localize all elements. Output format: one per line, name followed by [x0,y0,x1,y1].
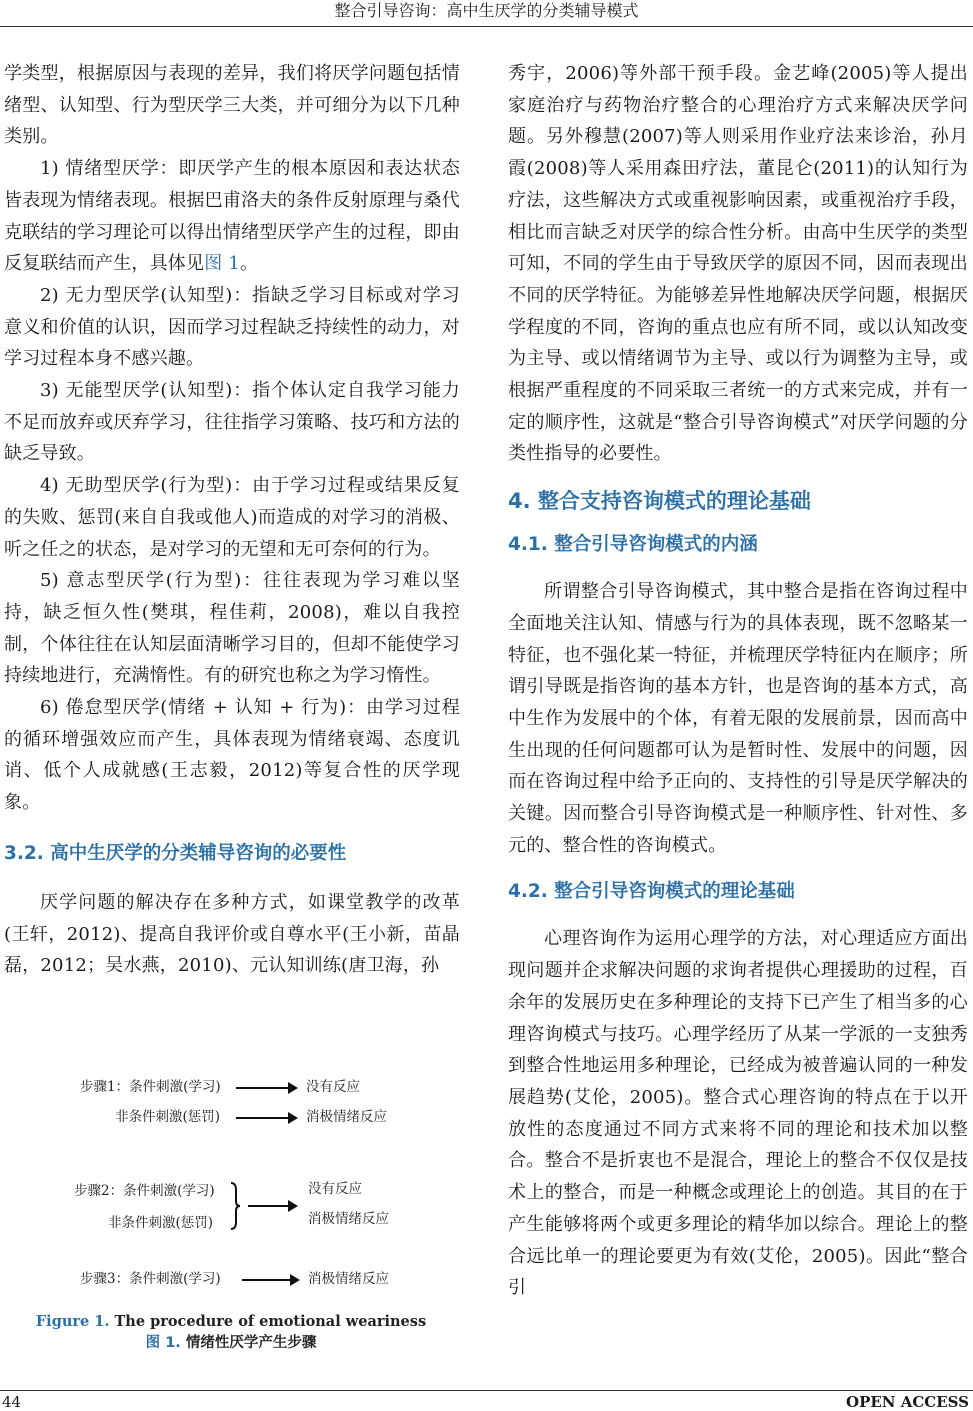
section-heading-3-2: 3.2. 高中生厌学的分类辅导咨询的必要性 [4,842,347,864]
step1-arrow-1 [236,1087,290,1089]
paragraph-emotional-type [4,153,460,280]
step1-response-none: 没有反应 [306,1079,360,1095]
page-number: 44 [2,1393,22,1411]
step2-unconditioned-stimulus: 非条件刺激(惩罚) [108,1215,214,1231]
paragraph-emotional-type-end: 。 [239,253,259,275]
figure-1-diagram [62,1068,402,1318]
paragraph-incompetent-type: 3) 无能型厌学(认知型)：指个体认定自我学习能力不足而放弃或厌弃学习，往往指学习策略、技巧和方法的缺乏导致。 [4,380,460,465]
paragraph-intro: 学类型，根据原因与表现的差异，我们将厌学问题包括情绪型、认知型、行为型厌学三大类，并可细分为以下几种类别。 [4,63,460,148]
figure-caption-zh-label: 图 1. [145,1335,181,1351]
step1-unconditioned-stimulus: 非条件刺激(惩罚) [115,1109,221,1125]
figure-1-link[interactable]: 图 1 [204,253,240,275]
paragraph-emotional-type-text: 1) 情绪型厌学：即厌学产生的根本原因和表达状态皆表现为情绪表现。根据巴甫洛夫的条件反射原理与桑代克联结的学习理论可以得出情绪型厌学产生的过程，即由反复联结而产生，具体见 [4,158,460,275]
right-column [508,58,968,1304]
step1-conditioned-stimulus: 步骤1：条件刺激(学习) [80,1079,221,1095]
paragraph-solutions: 厌学问题的解决存在多种方式，如课堂教学的改革(王轩，2012)、提高自我评价或自尊水平(王小新，苗晶磊，2012；吴水燕，2010)、元认知训练(唐卫海，孙 [4,891,460,977]
header-rule [0,26,973,27]
paragraph-willpower-type: 5) 意志型厌学(行为型)：往往表现为学习难以坚持，缺乏恒久性(樊琪，程佳莉，2008)，难以自我控制，个体往往在认知层面清晰学习目的，但却不能使学习持续地进行，充满惰性。有的研究也称之为学习惰性。 [4,570,460,687]
paragraph-helpless-type: 4) 无助型厌学(行为型)：由于学习过程或结果反复的失败、惩罚(来自自我或他人)而造成的对学习的消极、听之任之的状态，是对学习的无望和无可奈何的行为。 [4,475,460,560]
section-heading-4-2: 4.2. 整合引导咨询模式的理论基础 [508,881,795,903]
step2-conditioned-stimulus: 步骤2：条件刺激(学习) [74,1183,215,1199]
figure-caption-en-label: Figure 1. [35,1313,110,1330]
figure-caption-en [0,1313,462,1331]
step2-brace [230,1182,240,1230]
step2-response-none: 没有反应 [308,1181,362,1197]
section-heading-4: 4. 整合支持咨询模式的理论基础 [508,489,811,514]
step3-conditioned-stimulus: 步骤3：条件刺激(学习) [80,1271,221,1287]
figure-caption-zh [0,1334,462,1352]
paragraph-powerless-type: 2) 无力型厌学(认知型)：指缺乏学习目标或对学习意义和价值的认识，因而学习过程缺乏持续性的动力，对学习过程本身不感兴趣。 [4,284,460,370]
figure-caption-en-text: The procedure of emotional weariness [109,1313,427,1330]
left-column [4,58,460,982]
footer-rule [0,1390,973,1391]
step1-arrow-2 [236,1117,290,1119]
running-header: 整合引导咨询：高中生厌学的分类辅导模式 [334,1,639,20]
step2-response-negative: 消极情绪反应 [308,1211,389,1227]
figure-caption-zh-text: 情绪性厌学产生步骤 [180,1335,317,1351]
paragraph-external-interventions: 秀宇，2006)等外部干预手段。金艺峰(2005)等人提出家庭治疗与药物治疗整合的心理治疗方式来解决厌学问题。另外穆慧(2007)等人则采用作业疗法来诊治，孙月霞(2008)等人采用森田疗法，董昆仑(2011)的认知行为疗法，这些解决方式或重视影响因素，或重视治疗手段，相比而言缺乏对厌学的综合性分析。由高中生厌学的类型可知，不同的学生由于导致厌学的原因不同，因而表现出不同的厌学特征。为能够差异性地解决厌学问题，根据厌学程度的不同，咨询的重点也应有所不同，或以认知改变为主导、或以情绪调节为主导、或以行为调整为主导，或根据严重程度的不同采取三者统一的方式来完成，并有一定的顺序性，这就是“整合引导咨询模式”对厌学问题的分类性指导的必要性。 [508,63,968,465]
paragraph-model-connotation: 所谓整合引导咨询模式，其中整合是指在咨询过程中全面地关注认知、情感与行为的具体表现，既不忽略某一特征，也不强化某一特征，并梳理厌学特征内在顺序；所谓引导既是指咨询的基本方针，也是咨询的基本方式，高中生作为发展中的个体，有着无限的发展前景，因而高中生出现的任何问题都可认为是暂时性、发展中的问题，因而在咨询过程中给予正向的、支持性的引导是厌学解决的关键。因而整合引导咨询模式是一种顺序性、针对性、多元的、整合性的咨询模式。 [508,581,968,856]
step1-response-negative: 消极情绪反应 [306,1109,387,1125]
paragraph-burnout-type: 6) 倦怠型厌学(情绪 + 认知 + 行为)：由学习过程的循环增强效应而产生，具体表现为情绪衰竭、态度讥诮、低个人成就感(王志毅，2012)等复合性的厌学现象。 [4,697,460,814]
step3-arrow [242,1279,292,1281]
step3-response-negative: 消极情绪反应 [308,1271,389,1287]
open-access-label: OPEN ACCESS [846,1393,969,1411]
section-heading-4-1: 4.1. 整合引导咨询模式的内涵 [508,534,758,556]
paragraph-theoretical-basis: 心理咨询作为运用心理学的方法，对心理适应方面出现问题并企求解决问题的求询者提供心理援助的过程，百余年的发展历史在多种理论的支持下已产生了相当多的心理咨询模式与技巧。心理学经历了从某一学派的一支独秀到整合性地运用多种理论，已经成为被普遍认同的一种发展趋势(艾伦，2005)。整合式心理咨询的特点在于以开放性的态度通过不同方式来将不同的理论和技术加以整合。整合不是折衷也不是混合，理论上的整合不仅仅是技术上的整合，而是一种概念或理论上的创造。其目的在于产生能够将两个或更多理论的精华加以综合。理论上的整合远比单一的理论要更为有效(艾伦，2005)。因此“整合引 [508,928,968,1299]
step2-arrow [248,1205,290,1207]
